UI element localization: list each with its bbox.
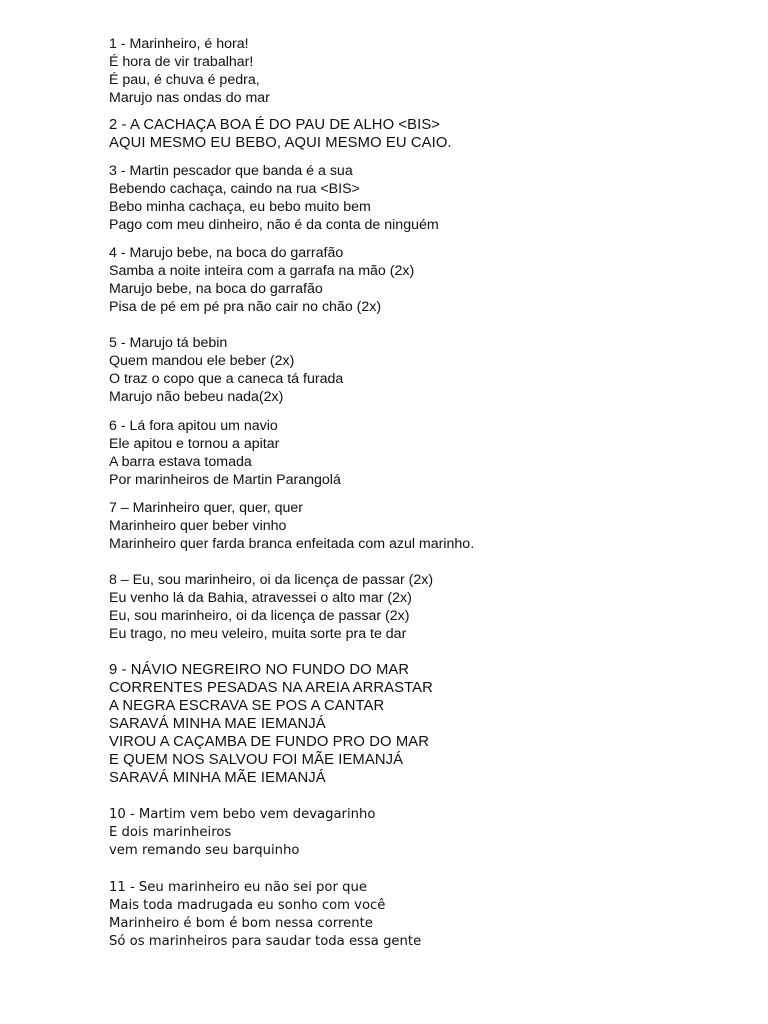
verse-3	[109, 162, 728, 234]
verse-line: 3 - Martin pescador que banda é a sua	[109, 163, 353, 179]
verse-line: Marinheiro é bom é bom nessa corrente	[109, 916, 373, 931]
verse-line: 10 - Martim vem bebo vem devagarinho	[109, 807, 376, 822]
verse-line: A NEGRA ESCRAVA SE POS A CANTAR	[109, 698, 385, 714]
verse-9	[109, 661, 728, 787]
verse-line: Eu trago, no meu veleiro, muita sorte pra te dar	[109, 626, 407, 642]
verse-line: Mais toda madrugada eu sonho com você	[109, 898, 386, 913]
verse-line: Bebo minha cachaça, eu bebo muito bem	[109, 199, 371, 215]
verse-line: 4 - Marujo bebe, na boca do garrafão	[109, 245, 344, 261]
verse-line: O traz o copo que a caneca tá furada	[109, 371, 344, 387]
verse-line: 11 - Seu marinheiro eu não sei por que	[109, 880, 367, 895]
verse-line: SARAVÁ MINHA MÃE IEMANJÁ	[109, 770, 326, 786]
verse-10	[109, 806, 728, 860]
verse-line: Samba a noite inteira com a garrafa na mão (2x)	[109, 263, 415, 279]
verse-line: E dois marinheiros	[109, 825, 232, 840]
verse-line: 2 - A CACHAÇA BOA É DO PAU DE ALHO <BIS>	[109, 117, 441, 133]
verse-line: Marinheiro quer beber vinho	[109, 518, 287, 534]
verse-line: É pau, é chuva é pedra,	[109, 72, 260, 88]
verse-line: Eu venho lá da Bahia, atravessei o alto mar (2x)	[109, 590, 412, 606]
verse-1	[109, 35, 728, 107]
verse-line: SARAVÁ MINHA MAE IEMANJÁ	[109, 716, 326, 732]
verse-line: 1 - Marinheiro, é hora!	[109, 36, 249, 52]
verse-line: Eu, sou marinheiro, oi da licença de passar (2x)	[109, 608, 410, 624]
verse-line: Pago com meu dinheiro, não é da conta de ninguém	[109, 217, 439, 233]
verse-line: 6 - Lá fora apitou um navio	[109, 418, 278, 434]
verse-8	[109, 571, 728, 643]
verse-line: Por marinheiros de Martin Parangolá	[109, 472, 341, 488]
verse-line: Bebendo cachaça, caindo na rua <BIS>	[109, 181, 360, 197]
verse-line: Marujo não bebeu nada(2x)	[109, 389, 284, 405]
verse-line: CORRENTES PESADAS NA AREIA ARRASTAR	[109, 680, 433, 696]
verse-5	[109, 334, 728, 406]
verse-line: Marujo nas ondas do mar	[109, 90, 270, 106]
verse-line: 8 – Eu, sou marinheiro, oi da licença de passar (2x)	[109, 572, 434, 588]
verse-line: AQUI MESMO EU BEBO, AQUI MESMO EU CAIO.	[109, 135, 452, 151]
verse-line: Marinheiro quer farda branca enfeitada com azul marinho.	[109, 536, 475, 552]
verse-7	[109, 499, 728, 553]
verse-line: Quem mandou ele beber (2x)	[109, 353, 295, 369]
verse-line: Marujo bebe, na boca do garrafão	[109, 281, 323, 297]
verse-6	[109, 417, 728, 489]
verse-2	[109, 116, 728, 152]
verse-11	[109, 879, 728, 951]
verse-line: E QUEM NOS SALVOU FOI MÃE IEMANJÁ	[109, 752, 404, 768]
verse-line: VIROU A CAÇAMBA DE FUNDO PRO DO MAR	[109, 734, 430, 750]
verse-line: 9 - NÁVIO NEGREIRO NO FUNDO DO MAR	[109, 662, 410, 678]
verse-line: vem remando seu barquinho	[109, 843, 300, 858]
verse-line: 7 – Marinheiro quer, quer, quer	[109, 500, 304, 516]
verse-line: Ele apitou e tornou a apitar	[109, 436, 280, 452]
verse-line: 5 - Marujo tá bebin	[109, 335, 228, 351]
verse-line: É hora de vir trabalhar!	[109, 54, 254, 70]
verse-4	[109, 244, 728, 316]
verse-line: Só os marinheiros para saudar toda essa gente	[109, 934, 422, 949]
verse-line: Pisa de pé em pé pra não cair no chão (2x)	[109, 299, 382, 315]
verse-line: A barra estava tomada	[109, 454, 252, 470]
